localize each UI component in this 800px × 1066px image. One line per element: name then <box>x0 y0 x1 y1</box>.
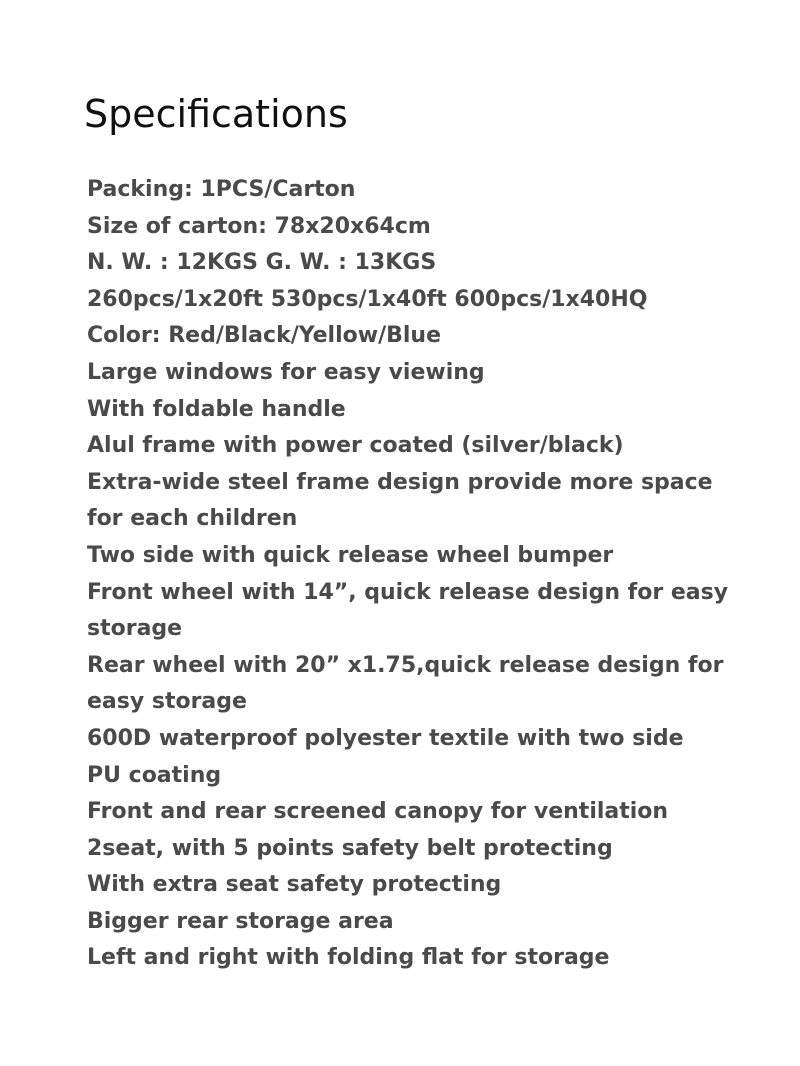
spec-line: Rear wheel with 20” x1.75,quick release design for <box>87 652 724 678</box>
spec-line: storage <box>87 616 183 642</box>
spec-line: Bigger rear storage area <box>87 908 394 934</box>
spec-line: 260pcs/1x20ft 530pcs/1x40ft 600pcs/1x40HQ <box>87 286 648 312</box>
spec-line: With extra seat safety protecting <box>87 872 502 898</box>
spec-line: N. W. : 12KGS G. W. : 13KGS <box>87 250 437 276</box>
spec-line: Packing: 1PCS/Carton <box>87 177 356 202</box>
spec-line: With foldable handle <box>87 396 346 422</box>
spec-line: Alul frame with power coated (silver/black) <box>87 433 624 459</box>
spec-line: Extra-wide steel frame design provide more space <box>87 469 713 495</box>
page-title: Specifications <box>84 92 348 136</box>
spec-line: Large windows for easy viewing <box>87 359 485 385</box>
spec-line: PU coating <box>87 762 222 788</box>
spec-line: Front and rear screened canopy for ventilation <box>87 799 669 825</box>
spec-line: for each children <box>87 506 298 532</box>
spec-line: 600D waterproof polyester textile with two side <box>87 725 684 751</box>
spec-line: easy storage <box>87 689 247 715</box>
spec-line: Color: Red/Black/Yellow/Blue <box>87 323 442 349</box>
spec-line: 2seat, with 5 points safety belt protecting <box>87 835 613 861</box>
spec-line: Size of carton: 78x20x64cm <box>87 213 431 239</box>
spec-line: Two side with quick release wheel bumper <box>87 542 614 568</box>
spec-line: Front wheel with 14”, quick release design for easy <box>87 579 729 605</box>
spec-line: Left and right with folding flat for storage <box>87 945 610 971</box>
specification-list <box>87 172 767 977</box>
